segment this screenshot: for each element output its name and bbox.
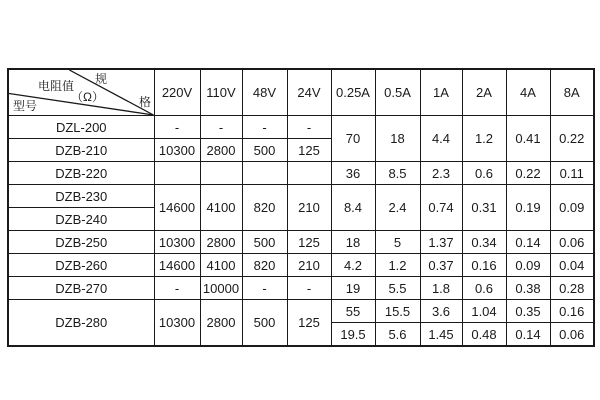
value-cell: 820 <box>242 185 287 231</box>
value-cell: 500 <box>242 231 287 254</box>
col-header-025a: 0.25A <box>331 69 375 116</box>
model-cell: DZB-250 <box>8 231 154 254</box>
value-cell: 0.28 <box>550 277 594 300</box>
value-cell: 4100 <box>200 254 242 277</box>
col-header-1a: 1A <box>420 69 462 116</box>
value-cell: 0.06 <box>550 323 594 347</box>
value-cell: - <box>287 116 331 139</box>
value-cell: 55 <box>331 300 375 323</box>
corner-resistance-unit: （Ω） <box>71 90 104 104</box>
value-cell: 19 <box>331 277 375 300</box>
corner-model-label: 型号 <box>13 99 38 113</box>
value-cell: 2800 <box>200 231 242 254</box>
value-cell: 0.11 <box>550 162 594 185</box>
table-row <box>8 185 594 208</box>
value-cell: 1.37 <box>420 231 462 254</box>
value-cell: 2.4 <box>375 185 420 231</box>
value-cell: 0.6 <box>462 162 506 185</box>
value-cell: - <box>242 277 287 300</box>
value-cell: 0.22 <box>506 162 550 185</box>
value-cell: - <box>242 116 287 139</box>
spec-table <box>7 68 595 347</box>
value-cell: 820 <box>242 254 287 277</box>
model-cell: DZB-240 <box>8 208 154 231</box>
value-cell: 10300 <box>154 300 200 347</box>
corner-resistance-label: 电阻值 <box>38 79 75 93</box>
value-cell: 5.5 <box>375 277 420 300</box>
model-cell: DZB-220 <box>8 162 154 185</box>
value-cell: 1.8 <box>420 277 462 300</box>
value-cell: 500 <box>242 300 287 347</box>
value-cell: 1.2 <box>462 116 506 162</box>
value-cell: 2800 <box>200 300 242 347</box>
value-cell: 36 <box>331 162 375 185</box>
corner-spec-bottom-label: 格 <box>139 95 152 109</box>
value-cell: 210 <box>287 254 331 277</box>
value-cell: 18 <box>375 116 420 162</box>
value-cell: 14600 <box>154 254 200 277</box>
table-row <box>8 277 594 300</box>
table-row <box>8 116 594 139</box>
value-cell: 5.6 <box>375 323 420 347</box>
table-row <box>8 254 594 277</box>
value-cell: 0.34 <box>462 231 506 254</box>
col-header-24v: 24V <box>287 69 331 116</box>
value-cell: 4100 <box>200 185 242 231</box>
value-cell: 0.16 <box>550 300 594 323</box>
diagonal-header-cell <box>8 69 154 116</box>
value-cell: 210 <box>287 185 331 231</box>
value-cell: 500 <box>242 139 287 162</box>
col-header-8a: 8A <box>550 69 594 116</box>
value-cell: 5 <box>375 231 420 254</box>
value-cell: 125 <box>287 139 331 162</box>
value-cell: 0.04 <box>550 254 594 277</box>
col-header-48v: 48V <box>242 69 287 116</box>
value-cell: 2800 <box>200 139 242 162</box>
value-cell: 0.22 <box>550 116 594 162</box>
value-cell: 0.09 <box>550 185 594 231</box>
value-cell: 0.74 <box>420 185 462 231</box>
col-header-2a: 2A <box>462 69 506 116</box>
value-cell: 19.5 <box>331 323 375 347</box>
value-cell: 125 <box>287 300 331 347</box>
value-cell <box>200 162 242 185</box>
value-cell: - <box>287 277 331 300</box>
value-cell: 10000 <box>200 277 242 300</box>
value-cell: 1.04 <box>462 300 506 323</box>
value-cell: - <box>154 116 200 139</box>
value-cell: 0.37 <box>420 254 462 277</box>
value-cell: 10300 <box>154 231 200 254</box>
value-cell: - <box>200 116 242 139</box>
value-cell <box>154 162 200 185</box>
value-cell: 4.4 <box>420 116 462 162</box>
value-cell: 2.3 <box>420 162 462 185</box>
value-cell: 8.4 <box>331 185 375 231</box>
model-cell: DZB-260 <box>8 254 154 277</box>
value-cell: 0.31 <box>462 185 506 231</box>
value-cell: 18 <box>331 231 375 254</box>
value-cell: 0.41 <box>506 116 550 162</box>
value-cell: 0.09 <box>506 254 550 277</box>
value-cell: 70 <box>331 116 375 162</box>
value-cell: 4.2 <box>331 254 375 277</box>
value-cell <box>242 162 287 185</box>
col-header-05a: 0.5A <box>375 69 420 116</box>
col-header-220v: 220V <box>154 69 200 116</box>
value-cell: 0.16 <box>462 254 506 277</box>
model-cell: DZB-280 <box>8 300 154 347</box>
value-cell: 0.19 <box>506 185 550 231</box>
value-cell: 3.6 <box>420 300 462 323</box>
value-cell: 1.45 <box>420 323 462 347</box>
col-header-110v: 110V <box>200 69 242 116</box>
model-cell: DZB-270 <box>8 277 154 300</box>
value-cell: 0.48 <box>462 323 506 347</box>
value-cell: 0.38 <box>506 277 550 300</box>
value-cell: 8.5 <box>375 162 420 185</box>
value-cell: 0.35 <box>506 300 550 323</box>
corner-spec-top-label: 规 <box>95 72 108 86</box>
value-cell: 0.6 <box>462 277 506 300</box>
model-cell: DZL-200 <box>8 116 154 139</box>
table-row <box>8 231 594 254</box>
table-row <box>8 300 594 323</box>
model-cell: DZB-210 <box>8 139 154 162</box>
value-cell: 0.14 <box>506 231 550 254</box>
col-header-4a: 4A <box>506 69 550 116</box>
value-cell: 15.5 <box>375 300 420 323</box>
model-cell: DZB-230 <box>8 185 154 208</box>
value-cell: 14600 <box>154 185 200 231</box>
header-row <box>8 69 594 116</box>
value-cell: 0.06 <box>550 231 594 254</box>
value-cell: 125 <box>287 231 331 254</box>
value-cell <box>287 162 331 185</box>
value-cell: - <box>154 277 200 300</box>
value-cell: 10300 <box>154 139 200 162</box>
value-cell: 0.14 <box>506 323 550 347</box>
value-cell: 1.2 <box>375 254 420 277</box>
table-row <box>8 162 594 185</box>
